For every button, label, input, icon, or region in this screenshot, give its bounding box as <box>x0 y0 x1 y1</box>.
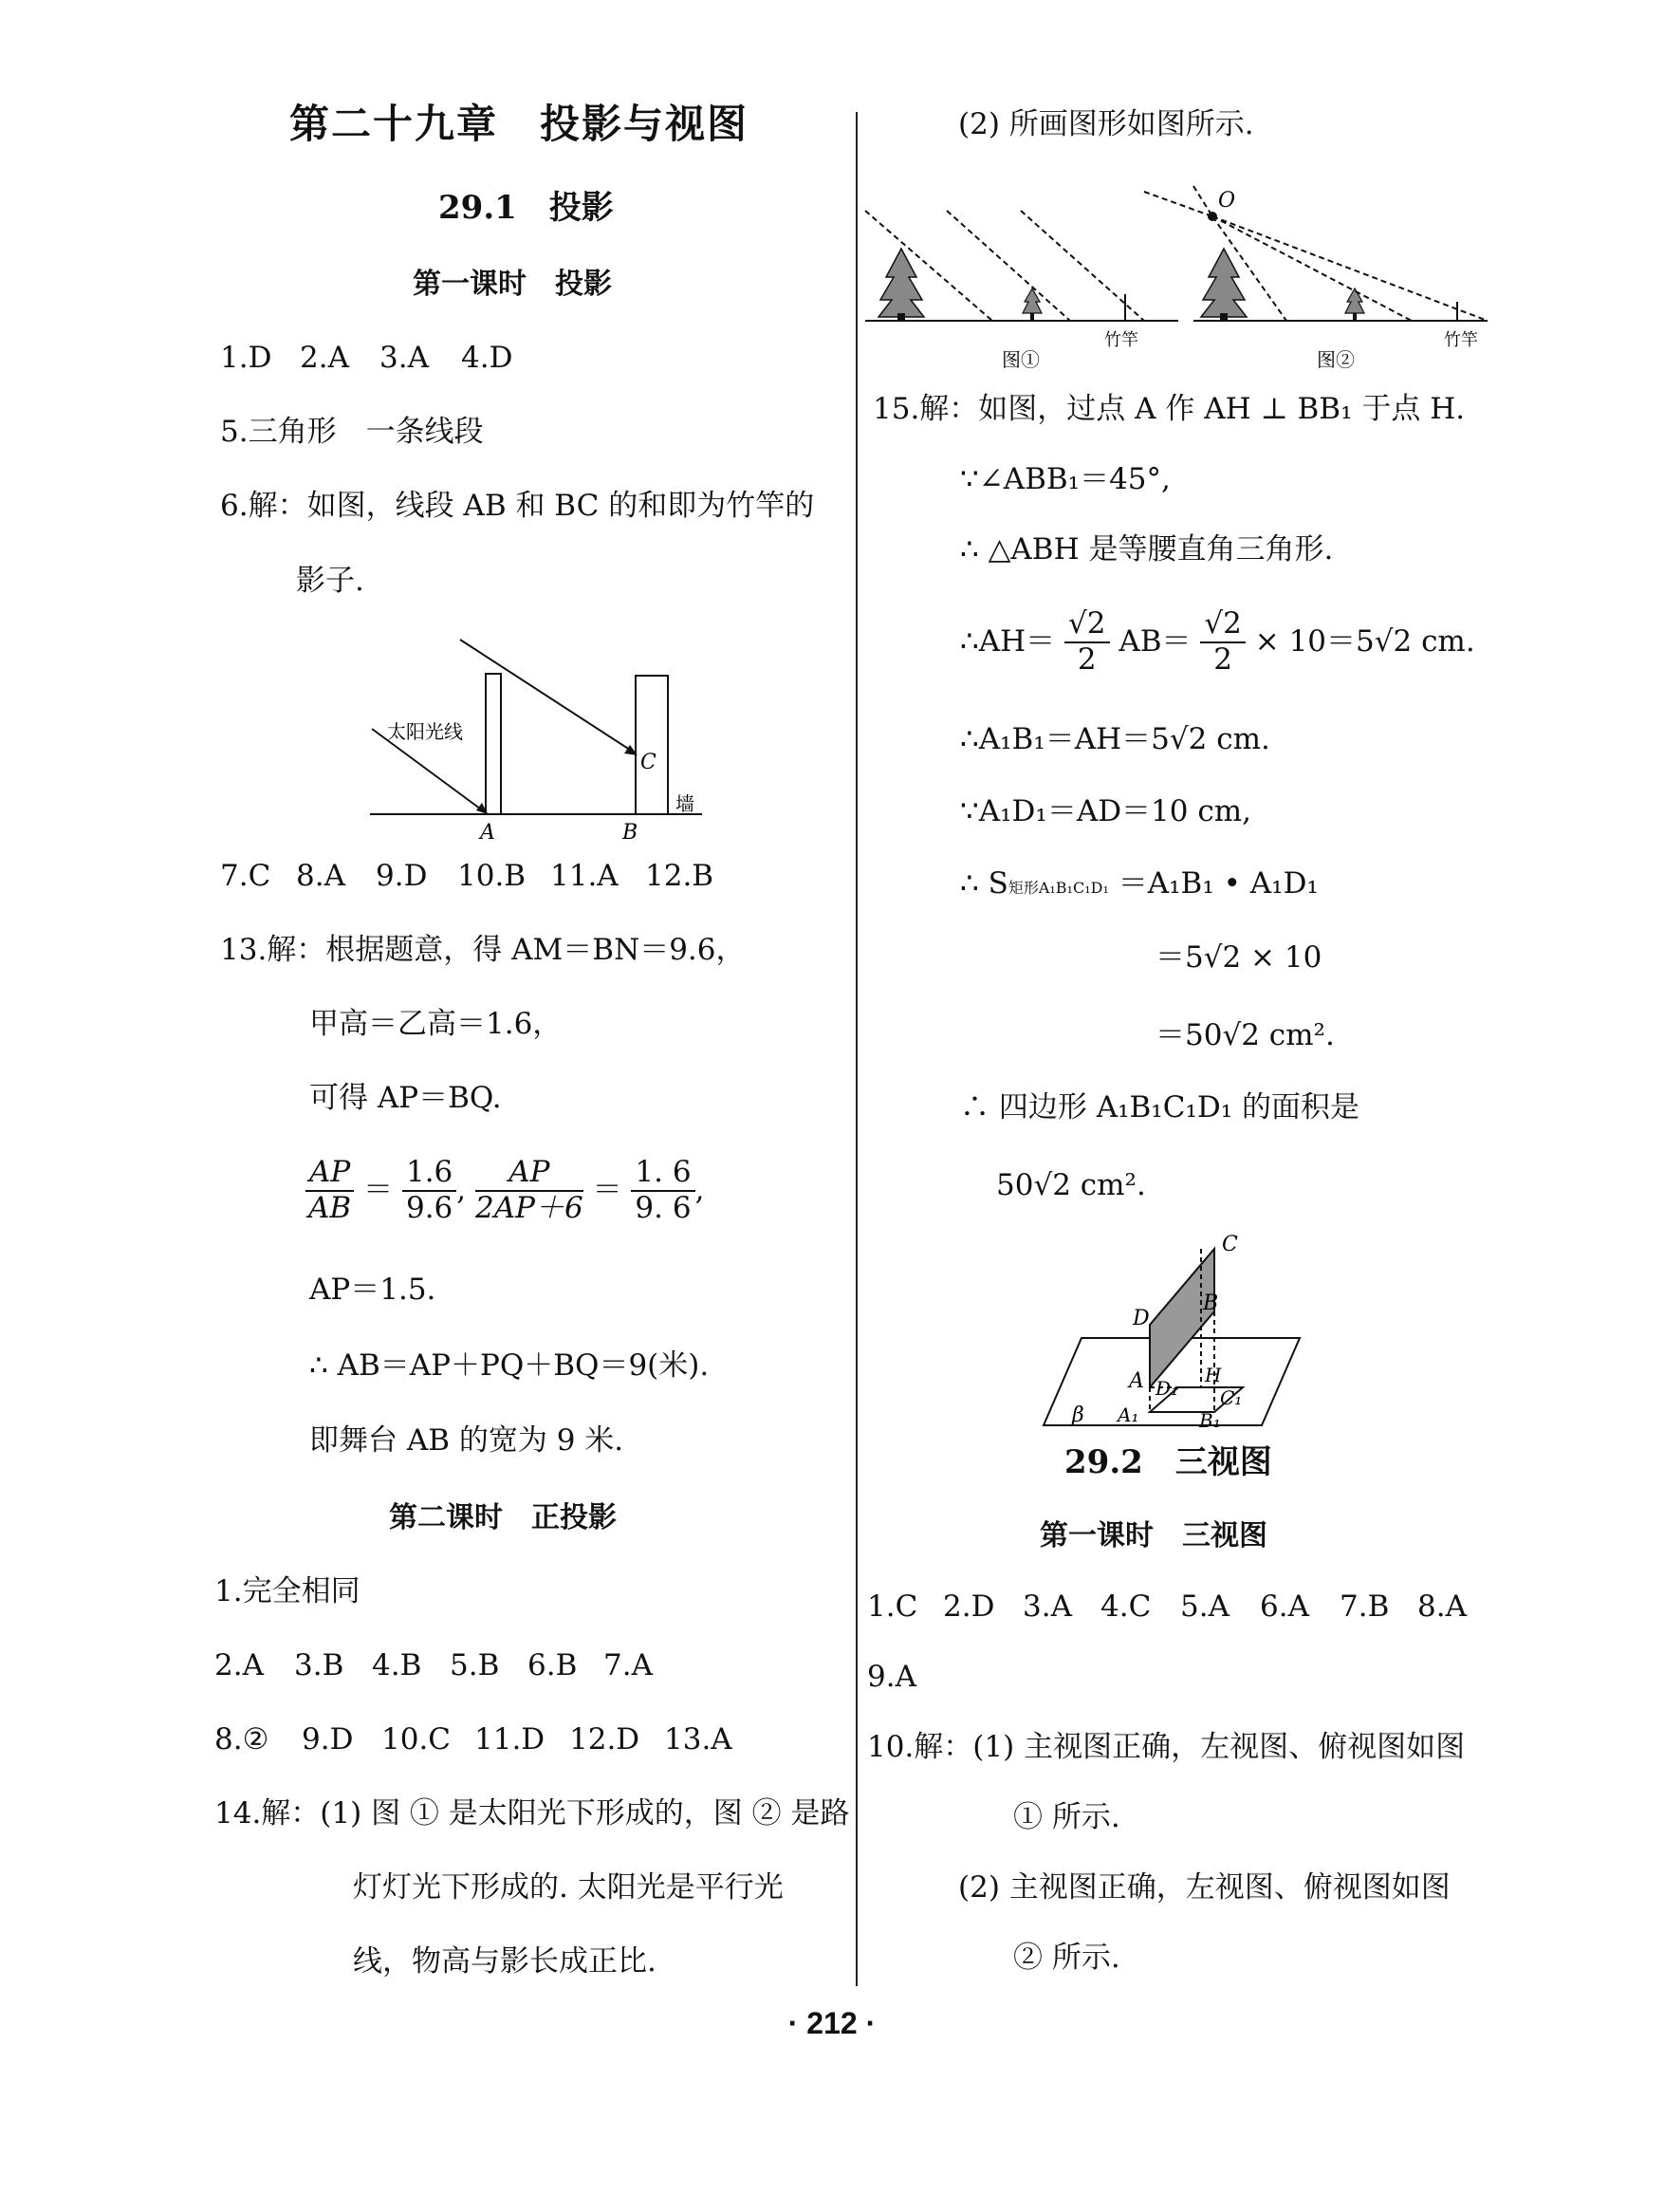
answer-item: 2.A <box>300 341 349 375</box>
answer-item: 12.B <box>645 859 714 893</box>
plane-beta-label: β <box>1072 1403 1084 1427</box>
solution-q15-line1: 15.解：如图，过点 A 作 AH ⊥ BB₁ 于点 H. <box>873 392 1466 426</box>
fraction: $\frac{√2}{2}$ <box>1200 607 1245 677</box>
answer-item: 5.A <box>1180 1589 1230 1624</box>
point-h-label: H <box>1205 1364 1222 1386</box>
answer-item: 11.A <box>550 859 619 893</box>
point-a-label: A <box>480 821 495 845</box>
tree-icon <box>1201 249 1247 322</box>
answer-l2-q1: 1.完全相同 <box>214 1574 361 1608</box>
solution-q10-line3: (2) 主视图正确，左视图、俯视图如图 <box>958 1870 1451 1905</box>
point-b1-label: B₁ <box>1199 1409 1221 1432</box>
solution-q14-line1: 14.解：(1) 图 ① 是太阳光下形成的，图 ② 是路 <box>214 1796 850 1831</box>
answer-item: 4.D <box>461 341 513 375</box>
point-o-label: O <box>1218 189 1236 213</box>
sun-ray-label: 太阳光线 <box>387 720 463 743</box>
point-c1-label: C₁ <box>1220 1386 1243 1409</box>
pole-label-2: 竹竿 <box>1444 330 1478 350</box>
answer-l3-q9: 9.A <box>867 1660 916 1694</box>
fraction: $\frac{AP}{AB}$ <box>305 1156 354 1225</box>
answer-item: 6.A <box>1260 1589 1309 1624</box>
answer-item: 8.A <box>296 859 345 893</box>
answer-item: 2.A <box>214 1648 264 1682</box>
answer-item: 4.B <box>372 1648 422 1682</box>
point-a1-label: A₁ <box>1118 1403 1139 1426</box>
answer-item: 3.A <box>379 341 429 375</box>
solution-q15-line7: ∴ S矩形A₁B₁C₁D₁ ＝A₁B₁ • A₁D₁ <box>960 866 1319 901</box>
solution-q10-line2: ① 所示. <box>1013 1800 1120 1834</box>
lesson-title-1: 第一课时 投影 <box>413 268 612 301</box>
solution-q14-line3: 线，物高与影长成正比. <box>353 1944 656 1979</box>
figure-q6-shadow <box>370 636 712 845</box>
answer-item: 2.D <box>943 1589 995 1624</box>
solution-q15-line3: ∴ △ABH 是等腰直角三角形. <box>960 532 1334 567</box>
solution-q10-line4: ② 所示. <box>1013 1941 1120 1975</box>
solution-q15-line4: ∴AH＝ $\frac{√2}{2}$ AB＝ $\frac{√2}{2}$ × 10＝5√2 cm. <box>960 606 1475 677</box>
fraction: $\frac{1. 6}{9. 6}$ <box>631 1156 694 1225</box>
answer-item: 1.D <box>220 341 272 375</box>
solution-q15-line5: ∴A₁B₁＝AH＝5√2 cm. <box>960 722 1270 756</box>
solution-q13-fractions: $\frac{AP}{AB}$ ＝ $\frac{1.6}{9.6}$ , $\frac{AP}{2AP+6}$ ＝ $\frac{1. 6}{9. 6}$ , <box>305 1156 704 1225</box>
fraction: $\frac{AP}{2AP+6}$ <box>475 1155 583 1225</box>
page-number: · 212 · <box>787 2006 877 2040</box>
fraction: $\frac{1.6}{9.6}$ <box>402 1156 456 1225</box>
solution-q6-line2: 影子. <box>296 564 364 598</box>
answer-item: 1.C <box>867 1589 918 1624</box>
answer-item: 10.B <box>457 859 527 893</box>
figure-q14-shadows <box>860 180 1505 370</box>
answer-item: 3.B <box>294 1648 344 1682</box>
fig2-caption: 图② <box>1317 348 1355 371</box>
answer-item: 12.D <box>569 1722 640 1757</box>
solution-q14-line4: (2) 所画图形如图所示. <box>958 107 1254 141</box>
answer-item: 8.A <box>1417 1589 1467 1624</box>
section-title-29-1: 29.1 投影 <box>438 189 614 227</box>
solution-q13-line1: 13.解：根据题意，得 AM＝BN＝9.6， <box>220 933 746 967</box>
solution-q13-line5: AP＝1.5. <box>309 1273 436 1307</box>
point-d1-label: D₁ <box>1156 1377 1179 1400</box>
solution-q15-line10: ∴ 四边形 A₁B₁C₁D₁ 的面积是 <box>960 1090 1360 1125</box>
solution-q13-line6: ∴ AB＝AP＋PQ＋BQ＝9(米). <box>309 1348 710 1383</box>
point-c-label: C <box>1222 1233 1238 1256</box>
pole-label-1: 竹竿 <box>1104 330 1138 350</box>
solution-q15-line9: ＝50√2 cm². <box>1156 1018 1335 1052</box>
small-tree-icon <box>1345 288 1364 321</box>
answer-item: 6.B <box>527 1648 578 1682</box>
figure-q15-rectangle-projection <box>1044 1232 1319 1441</box>
answer-item: 8.② <box>214 1722 269 1757</box>
chapter-title: 第二十九章 投影与视图 <box>289 101 749 147</box>
point-a-label: A <box>1129 1369 1144 1393</box>
solution-q15-line2: ∵∠ABB₁＝45°, <box>960 462 1171 496</box>
solution-q13-line2: 甲高＝乙高＝1.6， <box>309 1007 563 1041</box>
answer-item: 7.C <box>220 859 271 893</box>
answer-q5: 5.三角形 一条线段 <box>220 415 484 449</box>
solution-q15-line6: ∵A₁D₁＝AD＝10 cm, <box>960 794 1251 828</box>
solution-q10-line1: 10.解：(1) 主视图正确，左视图、俯视图如图 <box>867 1730 1466 1764</box>
lesson-title-3: 第一课时 三视图 <box>1040 1519 1267 1552</box>
answer-item: 11.D <box>474 1722 545 1757</box>
solution-q6-line1: 6.解：如图，线段 AB 和 BC 的和即为竹竿的 <box>220 489 815 523</box>
answer-item: 4.C <box>1100 1589 1152 1624</box>
answer-item: 10.C <box>381 1722 452 1757</box>
wall-label: 墙 <box>675 792 694 815</box>
answer-item: 5.B <box>450 1648 500 1682</box>
tree-icon <box>878 249 924 322</box>
section-title-29-2: 29.2 三视图 <box>1064 1443 1272 1481</box>
point-d-label: D <box>1133 1307 1150 1330</box>
fig1-caption: 图① <box>1002 348 1040 371</box>
fraction: $\frac{√2}{2}$ <box>1064 607 1109 677</box>
answer-item: 7.B <box>1340 1589 1390 1624</box>
answer-item: 7.A <box>603 1648 653 1682</box>
solution-q14-line2: 灯灯光下形成的. 太阳光是平行光 <box>353 1870 784 1905</box>
solution-q15-line11: 50√2 cm². <box>996 1168 1146 1202</box>
point-c-label: C <box>640 751 656 774</box>
solution-q13-line7: 即舞台 AB 的宽为 9 米. <box>309 1423 624 1458</box>
answer-item: 9.D <box>376 859 428 893</box>
column-divider <box>856 112 858 1986</box>
point-b-label: B <box>622 821 638 845</box>
answer-item: 9.D <box>302 1722 354 1757</box>
point-b-label: B <box>1203 1292 1219 1315</box>
lesson-title-2: 第二课时 正投影 <box>389 1501 617 1534</box>
answer-item: 13.A <box>664 1722 732 1757</box>
answer-item: 3.A <box>1023 1589 1072 1624</box>
solution-q15-line8: ＝5√2 × 10 <box>1156 940 1322 975</box>
solution-q13-line3: 可得 AP＝BQ. <box>309 1081 502 1115</box>
